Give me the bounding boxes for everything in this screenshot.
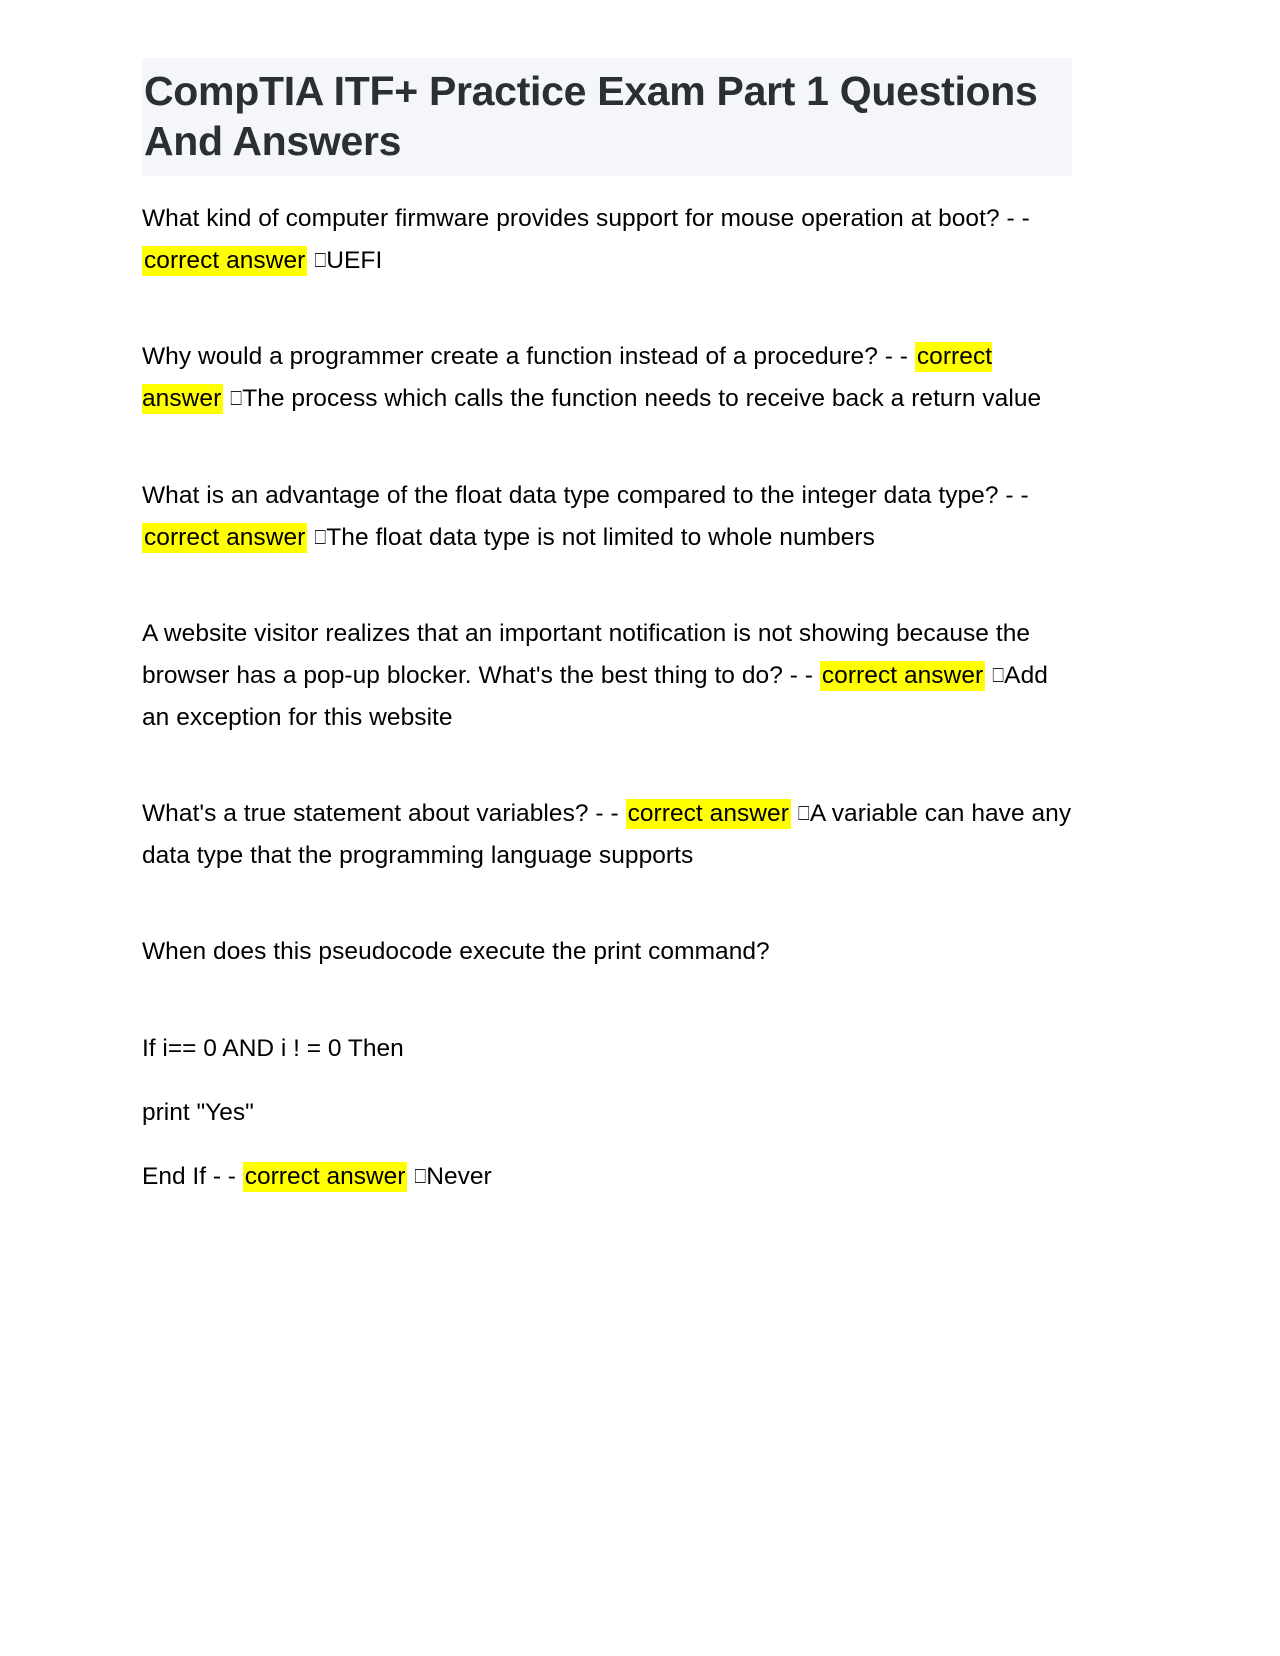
separator-4: - - (789, 661, 814, 689)
pseudocode-block (142, 1028, 1140, 1198)
box-glyph-icon-6: ⎕ (414, 1163, 427, 1188)
box-glyph-icon-4: ⎕ (992, 662, 1005, 687)
question-text-3: What is an advantage of the float data type compared to the integer data type? (142, 481, 999, 509)
correct-answer-marker-4: correct answer (821, 661, 984, 689)
answer-text-2: The process which calls the function needs to receive back a return value (242, 385, 1042, 413)
box-glyph-icon-1: ⎕ (314, 248, 327, 273)
question-text-4: A website visitor realizes that an important notification is not showing because the browser has a pop-up blocker. What's the best thing to do? (142, 619, 1031, 689)
answer-text-4: Add an exception for this website (142, 661, 1048, 732)
question-text-6: When does this pseudocode execute the print command? (142, 938, 770, 966)
pseudocode-line-1: If i== 0 AND i ! = 0 Then (142, 1034, 404, 1062)
answer-text-3: The float data type is not limited to whole numbers (326, 523, 875, 551)
answer-text-6: Never (426, 1162, 492, 1190)
separator-3: - - (1005, 481, 1029, 509)
correct-answer-marker-1: correct answer (144, 247, 306, 275)
qa-item-1 (142, 198, 1072, 282)
qa-item-4 (142, 613, 1072, 739)
box-glyph-icon-2: ⎕ (230, 386, 243, 411)
pseudocode-line-2: print "Yes" (142, 1098, 254, 1126)
qa-item-3 (142, 475, 1072, 559)
correct-answer-marker-3: correct answer (144, 523, 306, 551)
box-glyph-icon-5: ⎕ (797, 801, 810, 826)
question-text-1: What kind of computer firmware provides support for mouse operation at boot? (142, 205, 1000, 233)
box-glyph-icon-3: ⎕ (314, 524, 327, 549)
answer-text-5: A variable can have any data type that the programming language supports (142, 800, 1072, 870)
separator-1: - - (1006, 205, 1030, 233)
pseudocode-line-3 (142, 1156, 1140, 1198)
answer-text-1: UEFI (326, 247, 383, 275)
qa-item-6-question (142, 931, 1072, 973)
qa-item-5 (142, 793, 1072, 877)
correct-answer-marker-5: correct answer (627, 800, 789, 828)
separator-5: - - (595, 800, 619, 828)
question-text-5: What's a true statement about variables? (142, 800, 589, 828)
qa-item-2 (142, 336, 1072, 420)
correct-answer-marker-2: correct answer (142, 343, 993, 413)
separator-6: - - (212, 1162, 236, 1190)
separator-2: - - (884, 343, 909, 371)
pseudocode-end-if: End If (142, 1162, 207, 1190)
page-title: CompTIA ITF+ Practice Exam Part 1 Questions And Answers (142, 58, 1072, 176)
correct-answer-marker-6: correct answer (244, 1162, 406, 1190)
question-text-2: Why would a programmer create a function instead of a procedure? (142, 343, 878, 371)
